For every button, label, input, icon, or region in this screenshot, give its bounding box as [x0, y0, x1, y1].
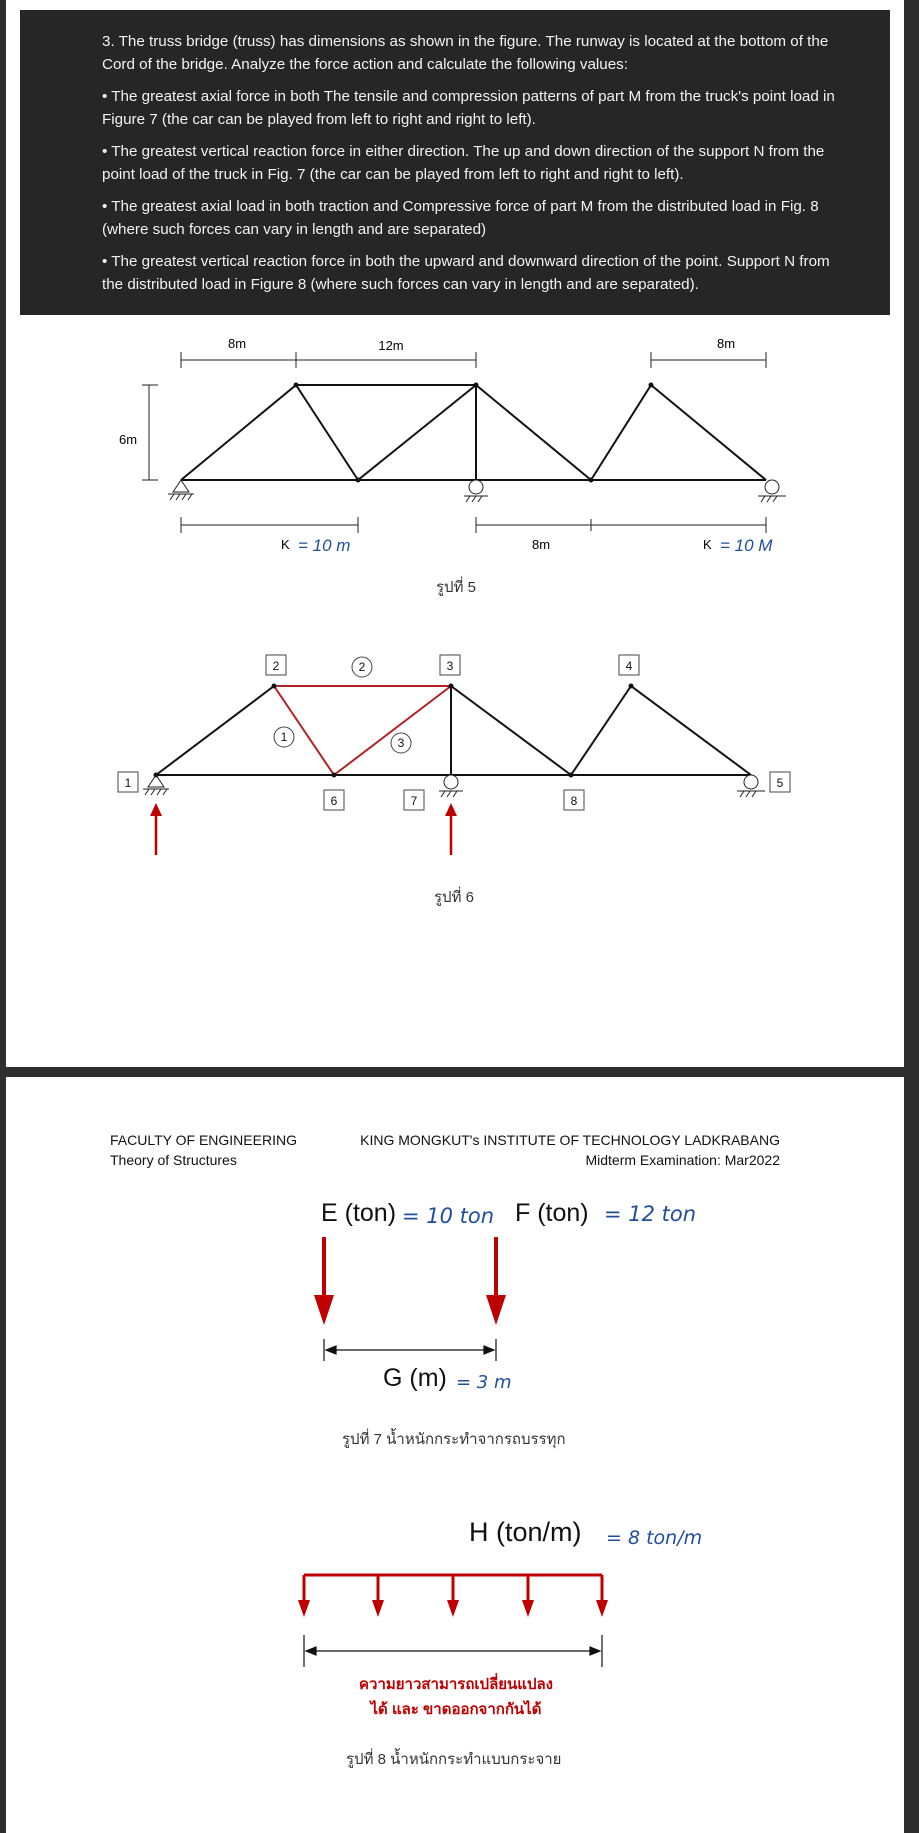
node-label-6: 6 [330, 794, 338, 808]
institute-name: KING MONGKUT's INSTITUTE OF TECHNOLOGY LADKRABANG [360, 1132, 780, 1148]
page-2 [6, 1077, 904, 1833]
node-label-5: 5 [776, 776, 784, 790]
header-left [110, 1130, 297, 1170]
k-value-left: = 10 m [298, 536, 351, 555]
member-label-3: 3 [397, 736, 405, 750]
dim-12m: 12m [378, 338, 404, 353]
problem-bullet-2: • The greatest vertical reaction force in either direction. The up and down direction of the support N from the point load of the truck in Fig. 7 (the car can be played from left to right and right to left). [102, 143, 825, 183]
figure-7-point-loads [6, 1237, 904, 1387]
dim-8m-left: 8m [227, 336, 247, 351]
dim-8m-right: 8m [716, 336, 736, 351]
roller-support-middle [464, 480, 488, 502]
g-value: = 3 m [456, 1372, 512, 1393]
f-value: = 12 ton [604, 1202, 697, 1226]
figure-5-caption: รูปที่ 5 [436, 579, 476, 596]
problem-bullet-3: • The greatest axial load in both traction and Compressive force of part M from the distributed load in Fig. 8 (where such forces can vary in length and are separated) [102, 198, 819, 238]
node-label-7: 7 [410, 794, 418, 808]
figure-6-caption: รูปที่ 6 [434, 889, 474, 906]
node-label-8: 8 [570, 794, 578, 808]
h-label: H (ton/m) [469, 1517, 582, 1547]
problem-intro: 3. The truss bridge (truss) has dimensions as shown in the figure. The runway is located at the bottom of the Cord of the bridge. Analyze the force action and calculate the following values: [102, 33, 829, 73]
figure-8-caption: รูปที่ 8 น้ำหนักกระทำแบบกระจาย [346, 1751, 562, 1768]
exam-name: Midterm Examination: Mar2022 [585, 1152, 780, 1168]
header-right [360, 1130, 780, 1170]
e-label: E (ton) [321, 1199, 397, 1227]
length-note-line-1: ความยาวสามารถเปลี่ยนแปลง [358, 1676, 554, 1693]
course-name: Theory of Structures [110, 1152, 237, 1168]
length-note-line-2: ได้ และ ขาดออกจากกันได้ [370, 1701, 542, 1718]
e-value: = 10 ton [402, 1204, 495, 1228]
node-label-1: 1 [124, 776, 132, 790]
roller-support-right [758, 480, 786, 502]
highlighted-members [274, 686, 451, 775]
node-label-2: 2 [272, 659, 280, 673]
problem-bullet-4: • The greatest vertical reaction force in both the upward and downward direction of the point. Support N from the distributed load in Figure 8 (where such forces can vary in length and are separated). [102, 253, 830, 293]
node-label-3: 3 [446, 659, 454, 673]
pin-support-left [168, 480, 194, 500]
dim-8m-bottom: 8m [531, 537, 551, 552]
faculty-name: FACULTY OF ENGINEERING [110, 1132, 297, 1148]
node-label-4: 4 [625, 659, 633, 673]
length-note [306, 1672, 606, 1722]
problem-statement [20, 10, 890, 315]
k-label-left: K [281, 537, 290, 552]
dim-6m: 6m [118, 432, 138, 447]
figure-6-truss [6, 640, 904, 920]
member-label-2: 2 [358, 660, 366, 674]
k-value-right: = 10 M [720, 536, 773, 555]
g-label: G (m) [383, 1364, 447, 1392]
f-label: F (ton) [515, 1199, 589, 1227]
figure-5-truss [6, 320, 904, 600]
h-value: = 8 ton/m [606, 1527, 703, 1549]
figure-7-caption: รูปที่ 7 น้ำหนักกระทำจากรถบรรทุก [342, 1431, 566, 1448]
k-label-right: K [703, 537, 712, 552]
page-1 [6, 0, 904, 1067]
problem-bullet-1: • The greatest axial force in both The tensile and compression patterns of part M from the truck's point load in Figure 7 (the car can be played from left to right and right to left). [102, 88, 835, 128]
member-label-1: 1 [280, 730, 288, 744]
